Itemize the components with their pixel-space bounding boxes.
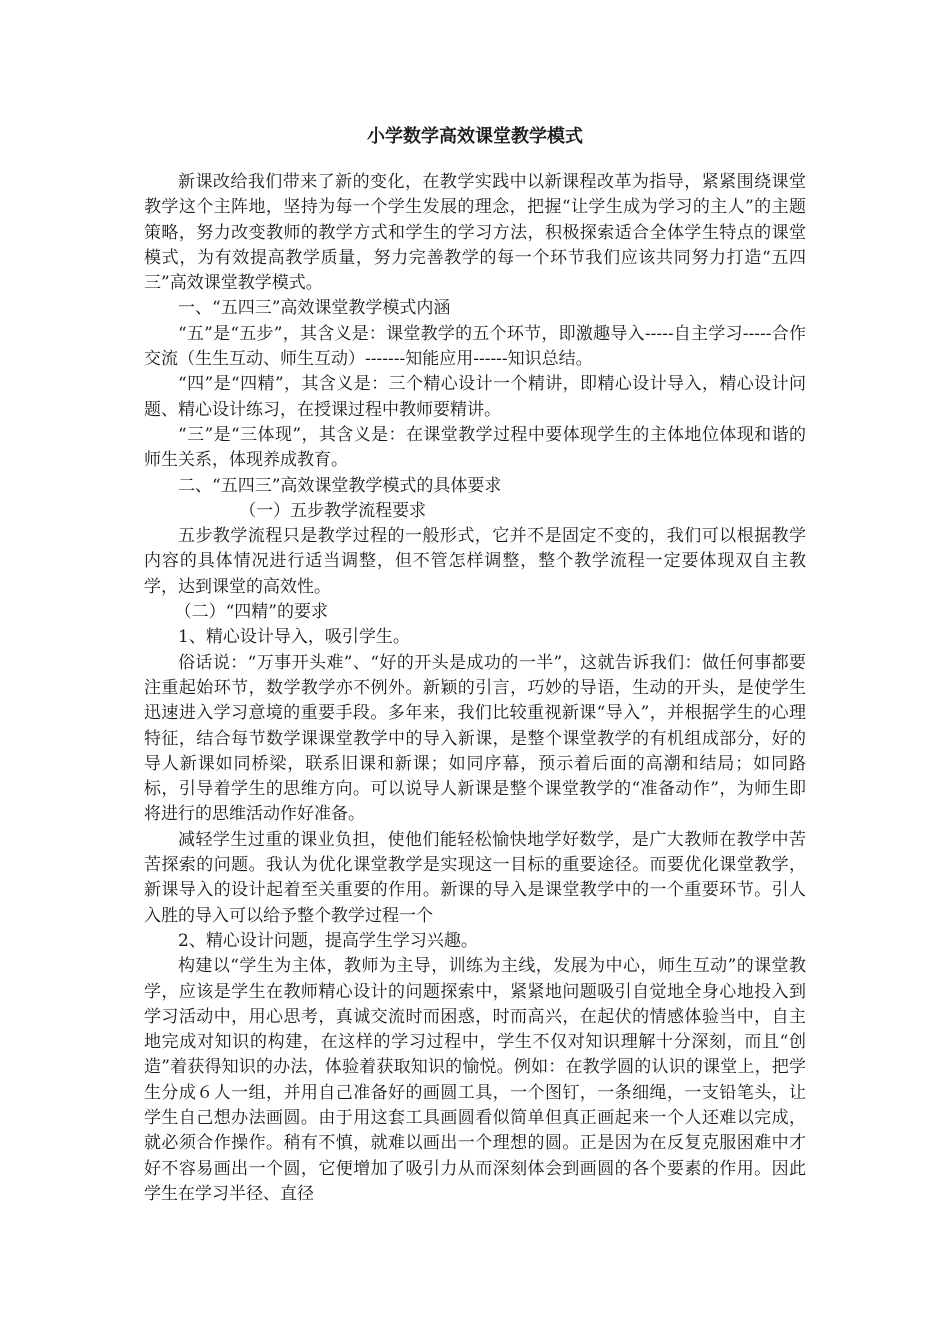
subsection-heading-2: （二）“四精”的要求 bbox=[174, 602, 328, 623]
paragraph-five-steps: “五”是“五步”，其含义是：课堂教学的五个环节，即激趣导入-----自主学习-----合作交流（生生互动、师生互动）-------知能应用------知识总结。 bbox=[144, 323, 806, 370]
paragraph-flow: 五步教学流程只是教学过程的一般形式，它并不是固定不变的，我们可以根据教学内容的具体情况进行适当调整，但不管怎样调整，整个教学流程一定要体现双自主教学，达到课堂的高效性。 bbox=[144, 526, 806, 597]
subsection-heading-1: （一）五步教学流程要求 bbox=[239, 500, 427, 521]
paragraph-intro-design: 俗话说：“万事开头难”、“好的开头是成功的一半”，这就告诉我们：做任何事都要注重起始环节，数学教学亦不例外。新颖的引言，巧妙的导语，生动的开头，是使学生迅速进入学习意境的重要手段。多年来，我们比较重视新课“导入”，并根据学生的心理特征，结合每节数学课课堂教学中的导入新课，是整个课堂教学的有机组成部分，好的导人新课如同桥梁，联系旧课和新课；如同序幕，预示着后面的高潮和结局；如同路标，引导着学生的思维方向。可以说导人新课是整个课堂教学的“准备动作”，为师生即将进行的思维活动作好准备。 bbox=[144, 652, 806, 825]
section-heading-2: 二、“五四三”高效课堂教学模式的具体要求 bbox=[178, 475, 502, 496]
document-title: 小学数学高效课堂教学模式 bbox=[367, 126, 583, 147]
paragraph-three-embodiments: “三”是“三体现”，其含义是：在课堂教学过程中要体现学生的主体地位体现和谐的师生关系，体现养成教育。 bbox=[144, 424, 806, 471]
paragraph-intro: 新课改给我们带来了新的变化，在教学实践中以新课程改革为指导，紧紧围绕课堂教学这个主阵地，坚持为每一个学生发展的理念，把握“让学生成为学习的主人”的主题策略，努力改变教师的教学方式和学生的学习方法，积极探索适合全体学生特点的课堂模式，为有效提高教学质量，努力完善教学的每一个环节我们应该共同努力打造“五四三”高效课堂教学模式。 bbox=[144, 172, 806, 294]
paragraph-four-essentials: “四”是“四精”，其含义是：三个精心设计一个精讲，即精心设计导入，精心设计问题、精心设计练习，在授课过程中教师要精讲。 bbox=[144, 374, 806, 420]
paragraph-reduce-burden: 减轻学生过重的课业负担，使他们能轻松愉快地学好数学，是广大教师在教学中苦苦探索的问题。我认为优化课堂教学是实现这一目标的重要途径。而要优化课堂教学，新课导入的设计起着至关重要的作用。新课的导入是课堂教学中的一个重要环节。引人入胜的导入可以给予整个教学过程一个 bbox=[144, 829, 806, 926]
item-heading-2: 2、精心设计问题，提高学生学习兴趣。 bbox=[178, 930, 478, 951]
paragraph-question-design: 构建以“学生为主体，教师为主导，训练为主线，发展为中心，师生互动”的课堂教学，应该是学生在教师精心设计的问题探索中，紧紧地问题吸引自觉地全身心地投入到学习活动中，用心思考，真诚交流时而困惑，时而高兴，在起伏的情感体验当中，自主地完成对知识的构建，在这样的学习过程中，学生不仅对知识理解十分深刻，而且“创造”着获得知识的办法，体验着获取知识的愉悦。例如：在教学圆的认识的课堂上，把学生分成６人一组，并用自己准备好的画圆工具，一个图钉，一条细绳，一支铅笔头，让学生自己想办法画圆。由于用这套工具画圆看似简单但真正画起来一个人还难以完成，就必须合作操作。稍有不慎，就难以画出一个理想的圆。正是因为在反复克服困难中才好不容易画出一个圆，它便增加了吸引力从而深刻体会到画圆的各个要素的作用。因此学生在学习半径、直径 bbox=[144, 956, 806, 1204]
section-heading-1: 一、“五四三”高效课堂教学模式内涵 bbox=[178, 298, 451, 319]
item-heading-1: 1、精心设计导入，吸引学生。 bbox=[178, 627, 410, 648]
document-body bbox=[144, 170, 806, 1207]
